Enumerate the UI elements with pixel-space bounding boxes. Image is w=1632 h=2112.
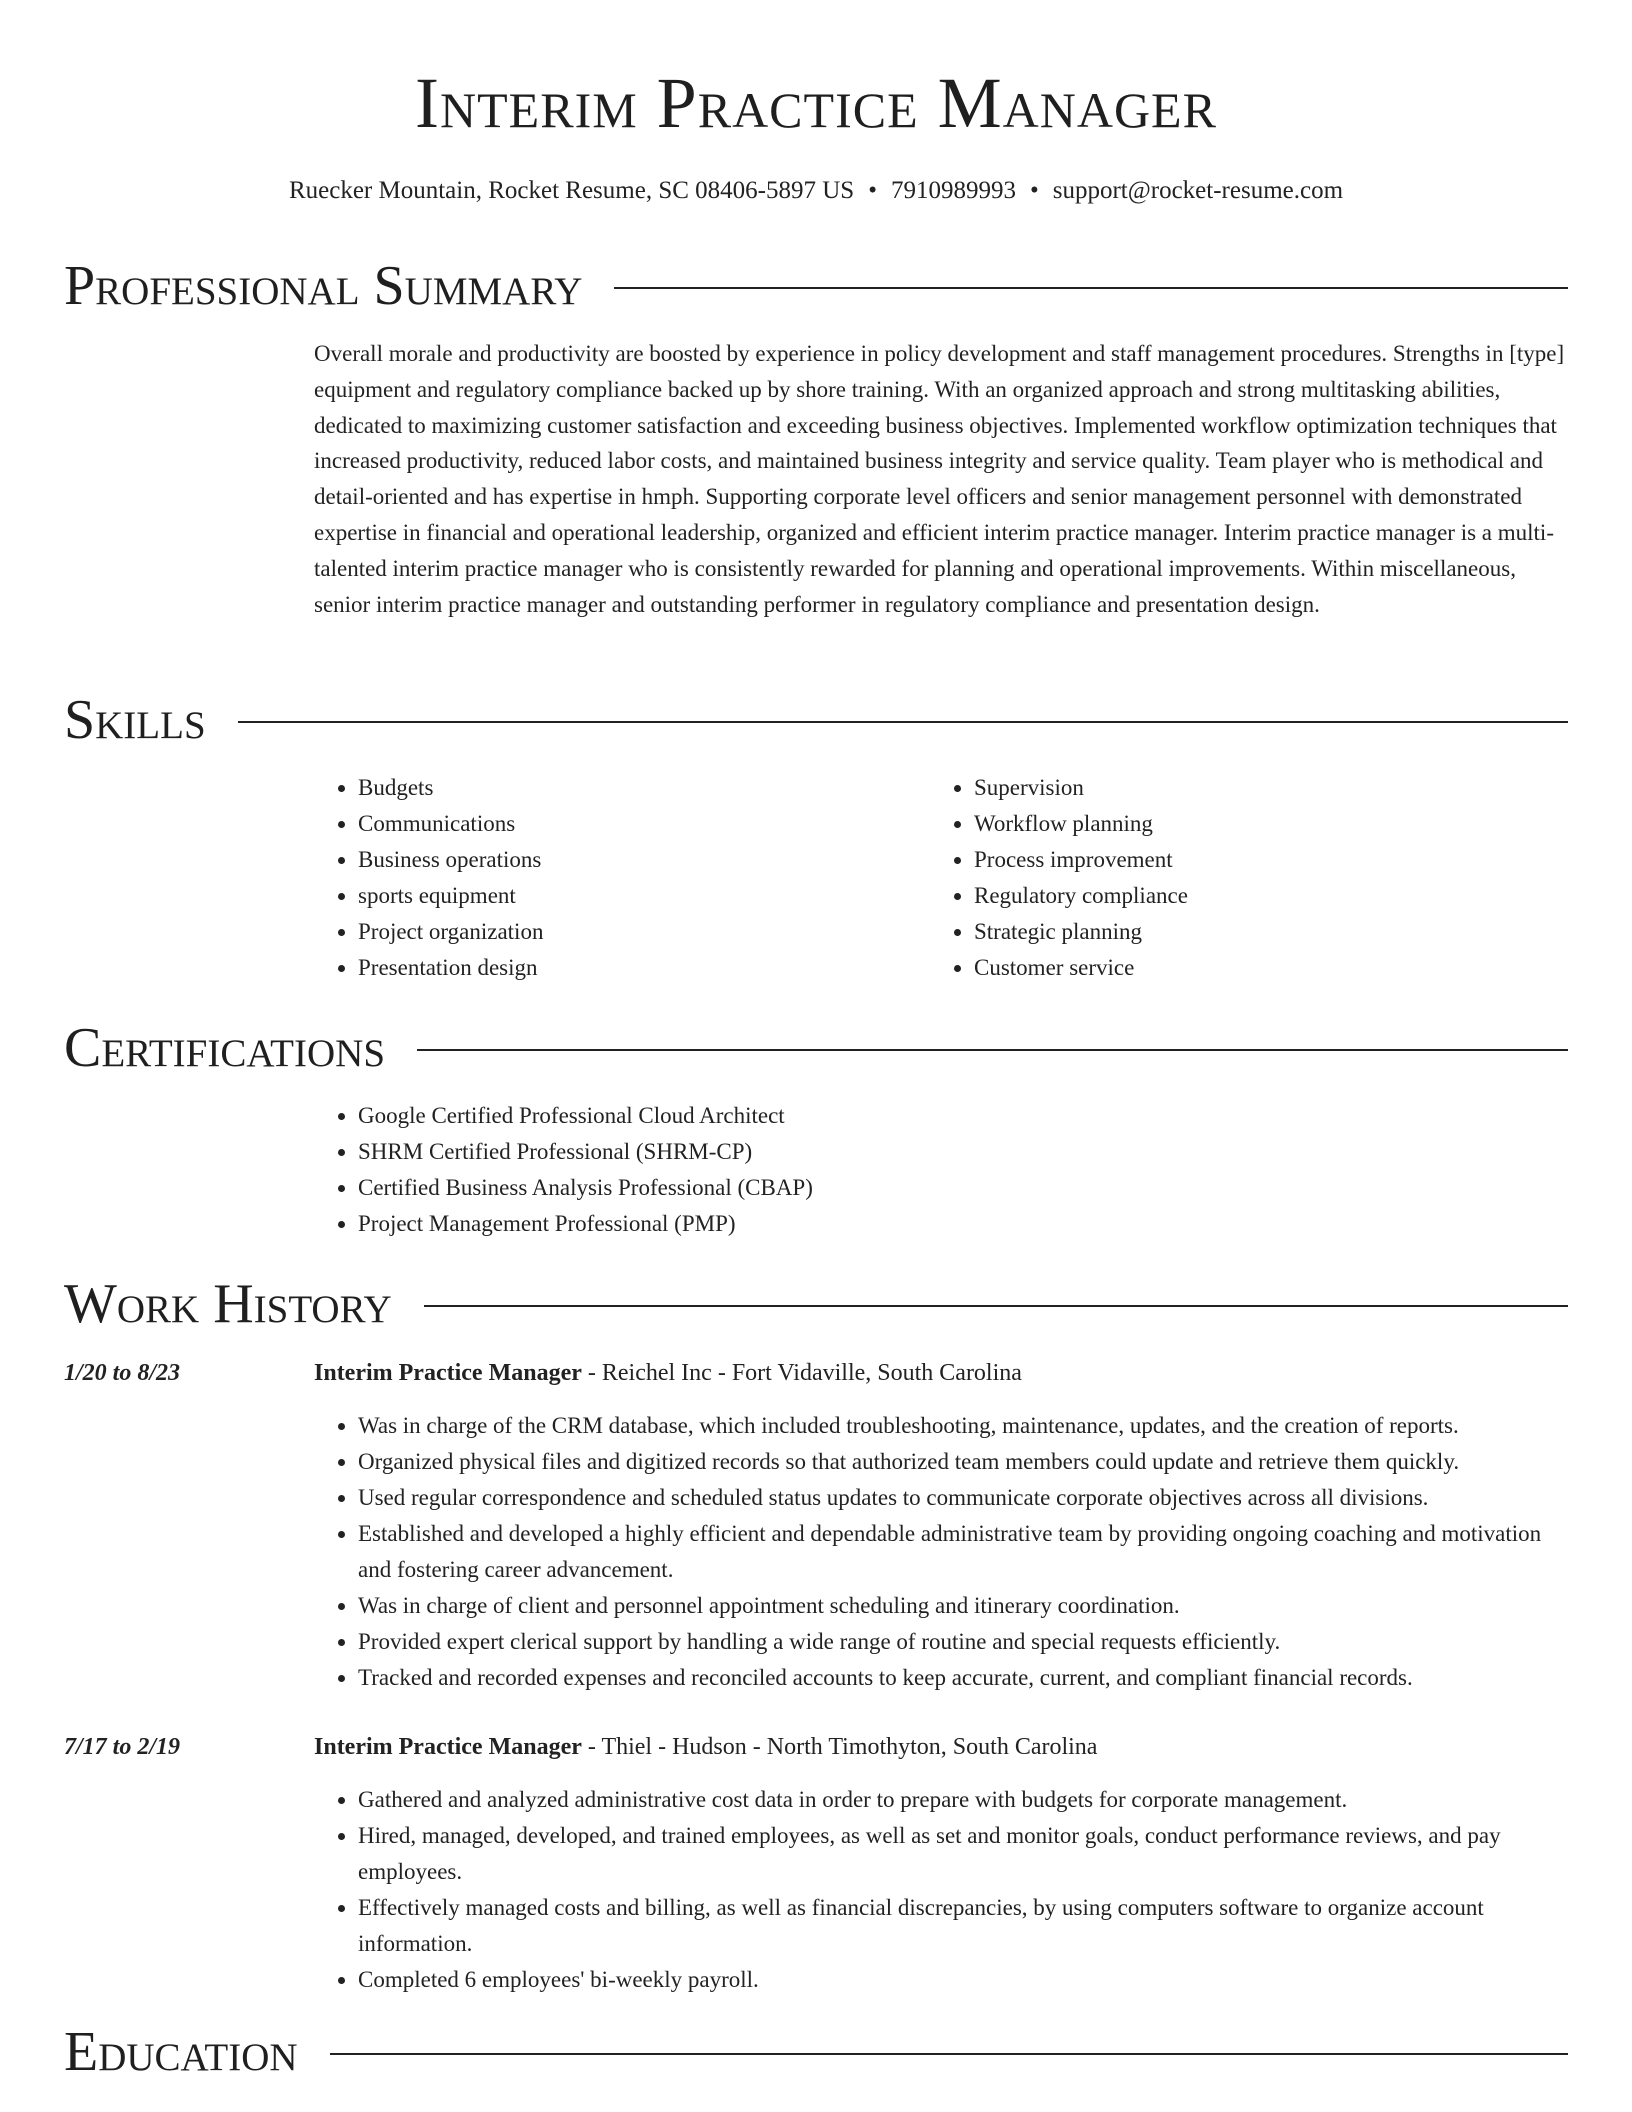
resume-name: Interim Practice Manager [415, 63, 1217, 143]
job-heading [314, 1356, 1568, 1390]
summary-section-header [64, 256, 1568, 316]
certification-item: • SHRM Certified Professional (SHRM-CP) [358, 1134, 1568, 1170]
contact-separator: • [1029, 177, 1039, 204]
skill-item: • Process improvement [974, 842, 1550, 878]
education-section-title: Education [64, 2021, 298, 2083]
section-divider [417, 1049, 1568, 1051]
job-bullet: • Effectively managed costs and billing, as well as financial discrepancies, by using computers software to organize account information. [358, 1890, 1568, 1962]
contact-line [0, 174, 1632, 208]
job-bullet: • Hired, managed, developed, and trained employees, as well as set and monitor goals, conduct performance reviews, and pay employees. [358, 1818, 1568, 1890]
contact-separator: • [868, 177, 877, 204]
skill-item: • Project organization [358, 914, 914, 950]
skill-item: • Customer service [974, 950, 1550, 986]
job-bullet: • Established and developed a highly efficient and dependable administrative team by providing ongoing coaching and motivation and fostering career advancement. [358, 1516, 1568, 1588]
skill-item: • Presentation design [358, 950, 914, 986]
certifications-section-title: Certifications [64, 1017, 386, 1079]
section-divider [614, 287, 1568, 289]
work-section-title: Work History [64, 1273, 392, 1335]
skill-item: • Budgets [358, 770, 914, 806]
contact-email: support@rocket-resume.com [1052, 177, 1344, 204]
section-divider [330, 2053, 1568, 2055]
education-section-header [64, 2022, 1568, 2082]
certifications-list [314, 1098, 1568, 1242]
job-bullets [314, 1782, 1568, 1998]
skill-item: • Strategic planning [974, 914, 1550, 950]
summary-text: Overall morale and productivity are boosted by experience in policy development and staff management procedures. Strengths in [type] equipment and regulatory compliance backed up by shore training. With an organized approach and strong multitasking abilities, dedicated to maximizing customer satisfaction and exceeding business objectives. Implemented workflow optimization techniques that increased productivity, reduced labor costs, and maintained business integrity and service quality. Team player who is methodical and detail-oriented and has expertise in hmph. Supporting corporate level officers and senior management personnel with demonstrated expertise in financial and operational leadership, organized and efficient interim practice manager. Interim practice manager is a multi-talented interim practice manager who is consistently rewarded for planning and operational improvements. Within miscellaneous, senior interim practice manager and outstanding performer in regulatory compliance and presentation design. [314, 341, 1565, 617]
section-divider [238, 721, 1568, 723]
summary-section-title: Professional Summary [64, 255, 583, 317]
skill-item: • Workflow planning [974, 806, 1550, 842]
job-bullet: • Gathered and analyzed administrative cost data in order to prepare with budgets for corporate management. [358, 1782, 1568, 1818]
certifications-section-header [64, 1018, 1568, 1078]
skill-item: • Supervision [974, 770, 1550, 806]
job-dates: 7/17 to 2/19 [64, 1734, 181, 1760]
skills-section-header [64, 690, 1568, 750]
job-bullet: • Used regular correspondence and scheduled status updates to communicate corporate objectives across all divisions. [358, 1480, 1568, 1516]
job-bullet: • Organized physical files and digitized records so that authorized team members could update and retrieve them quickly. [358, 1444, 1568, 1480]
section-divider [424, 1305, 1568, 1307]
job-employer: - Reichel Inc - Fort Vidaville, South Carolina [581, 1360, 1022, 1386]
work-section-header [64, 1274, 1568, 1334]
job-bullet: • Was in charge of the CRM database, which included troubleshooting, maintenance, updates, and the creation of reports. [358, 1408, 1568, 1444]
job-bullet: • Completed 6 employees' bi-weekly payroll. [358, 1962, 1568, 1998]
contact-address: Ruecker Mountain, Rocket Resume, SC 08406-5897 US [288, 177, 855, 204]
job-role: Interim Practice Manager [314, 1360, 582, 1386]
certification-item: • Certified Business Analysis Professional (CBAP) [358, 1170, 1568, 1206]
skills-section-title: Skills [64, 689, 206, 751]
certification-item: • Project Management Professional (PMP) [358, 1206, 1568, 1242]
job-dates: 1/20 to 8/23 [64, 1360, 181, 1386]
job-bullet: • Was in charge of client and personnel appointment scheduling and itinerary coordination. [358, 1588, 1568, 1624]
skills-column-right [930, 770, 1550, 986]
skill-item: • Regulatory compliance [974, 878, 1550, 914]
skill-item: • Communications [358, 806, 914, 842]
skill-item: • sports equipment [358, 878, 914, 914]
job-bullets [314, 1408, 1568, 1696]
job-employer: - Thiel - Hudson - North Timothyton, South Carolina [581, 1734, 1098, 1760]
job-role: Interim Practice Manager [314, 1734, 582, 1760]
certification-item: • Google Certified Professional Cloud Architect [358, 1098, 1568, 1134]
skills-column-left [314, 770, 914, 986]
skill-item: • Business operations [358, 842, 914, 878]
job-bullet: • Provided expert clerical support by handling a wide range of routine and special requests efficiently. [358, 1624, 1568, 1660]
contact-phone: 7910989993 [890, 177, 1016, 204]
job-heading [314, 1730, 1568, 1764]
job-bullet: • Tracked and recorded expenses and reconciled accounts to keep accurate, current, and compliant financial records. [358, 1660, 1568, 1696]
